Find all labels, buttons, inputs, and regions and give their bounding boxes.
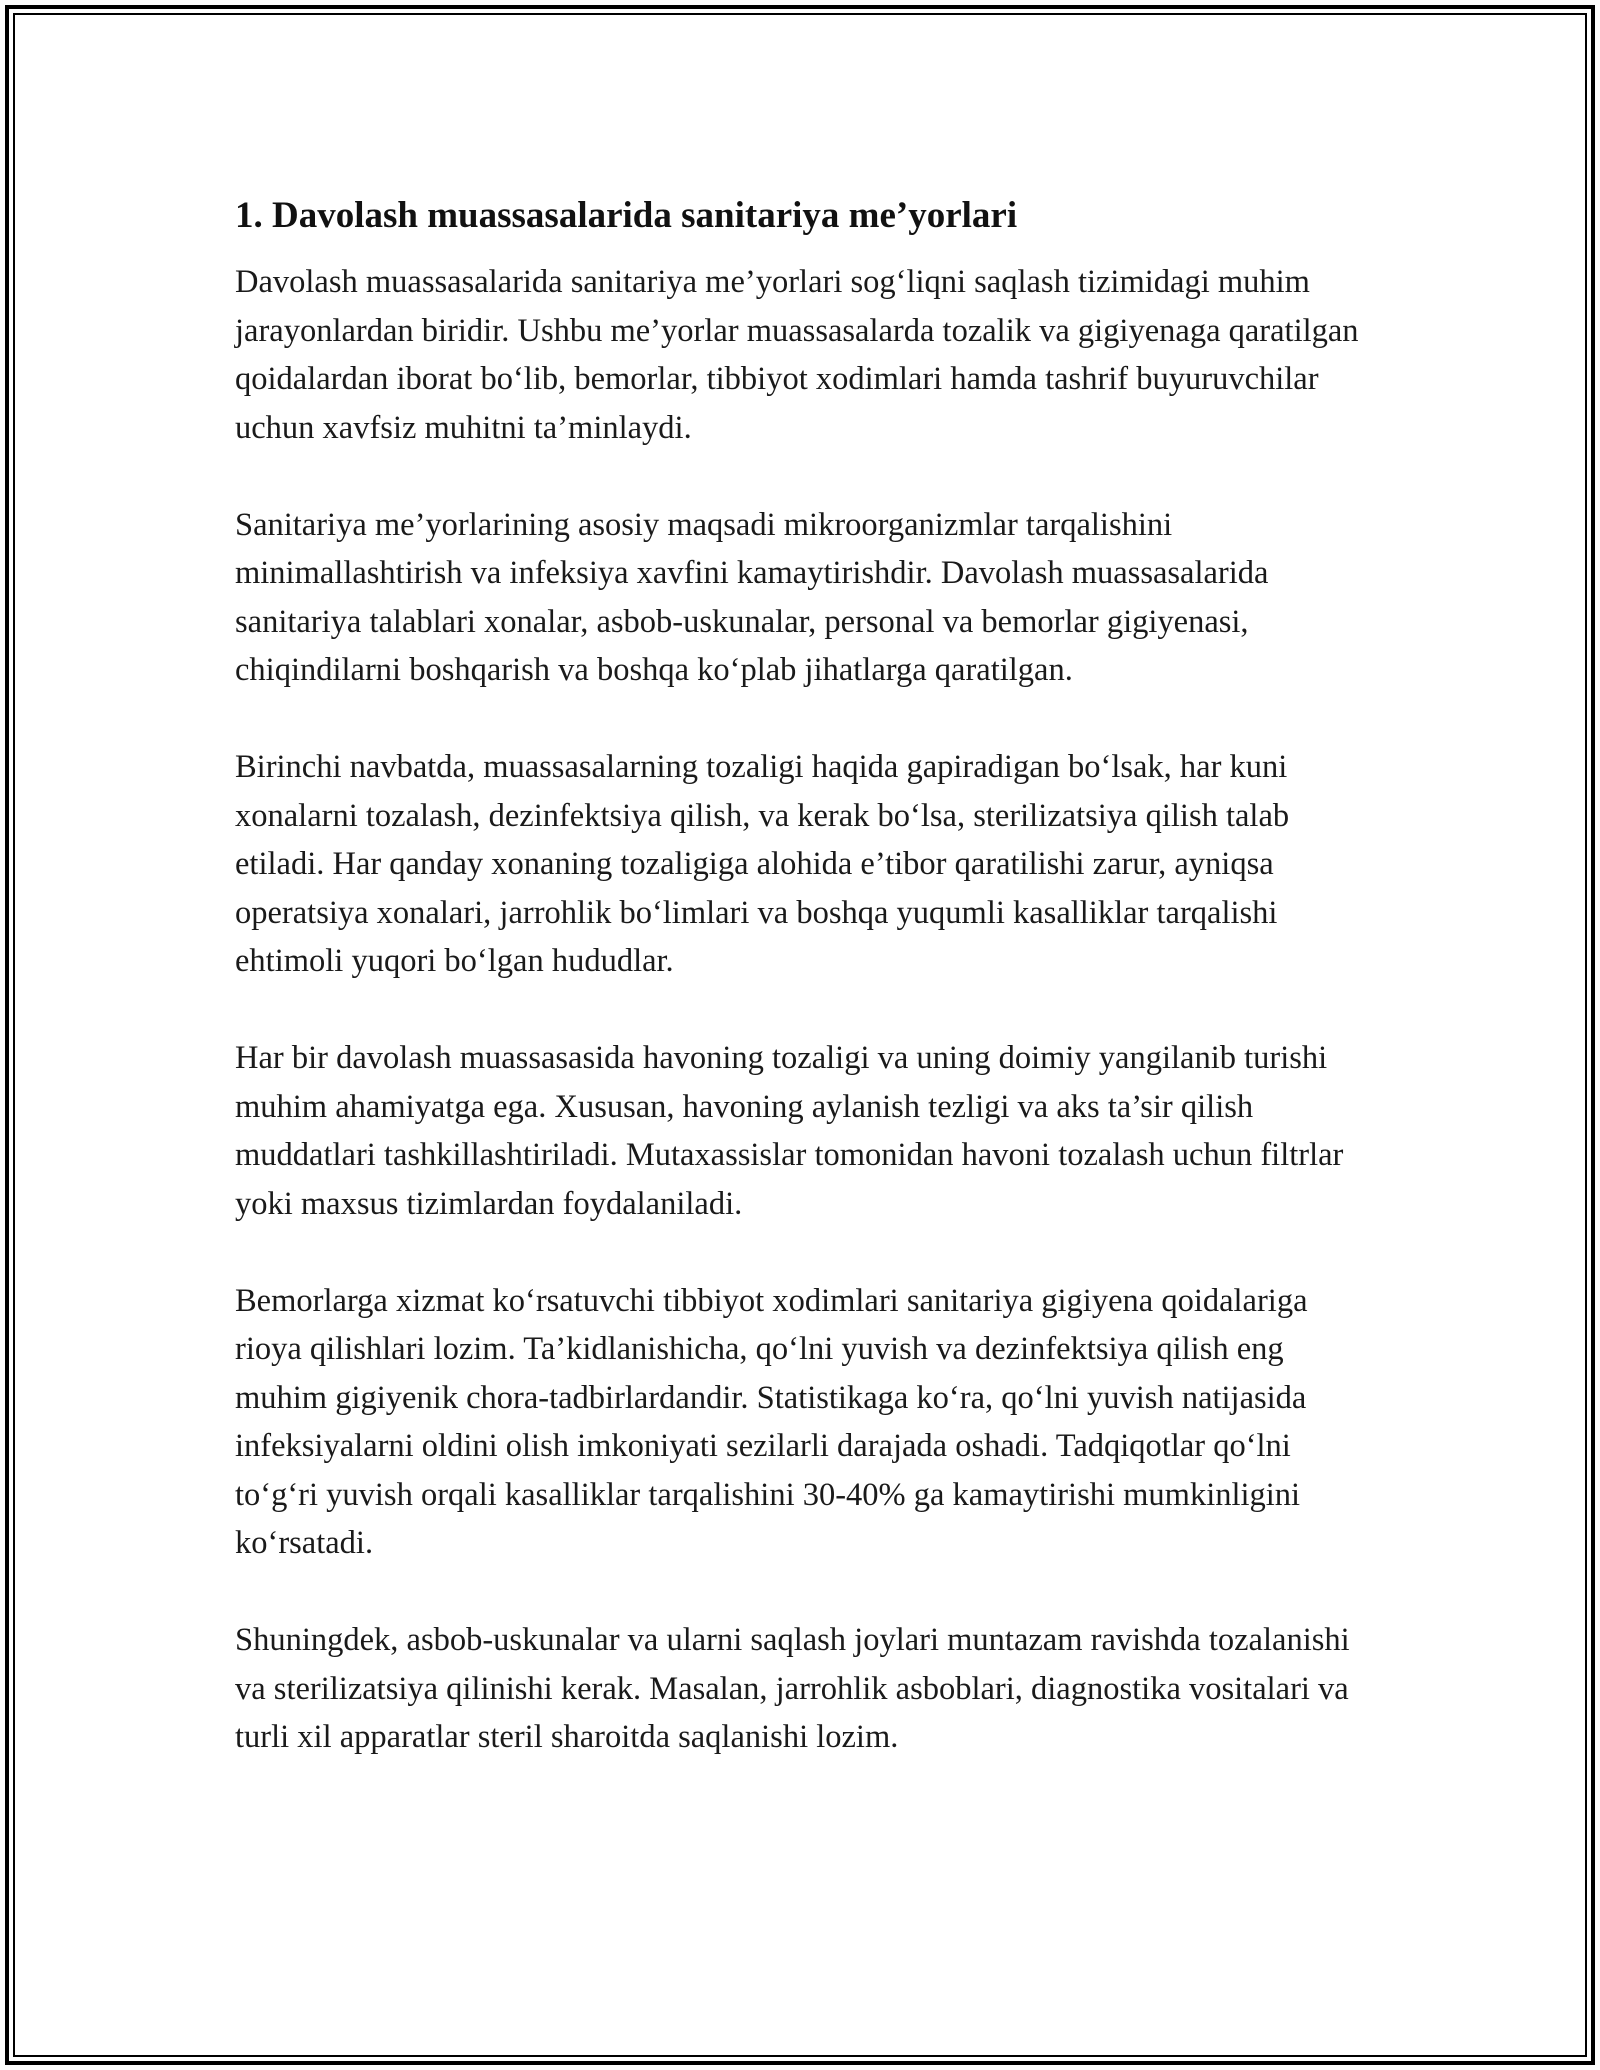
paragraph-intro: Davolash muassasalarida sanitariya me’yorlari sog‘liqni saqlash tizimidagi muhim jarayonlardan biridir. Ushbu me’yorlar muassasalarda tozalik va gigiyenaga qaratilgan qoidalardan iborat bo‘lib, bemorlar, tibbiyot xodimlari hamda tashrif buyuruvchilar uchun xavfsiz muhitni ta’minlaydi.: [235, 264, 1359, 446]
paragraph-purpose: Sanitariya me’yorlarining asosiy maqsadi mikroorganizmlar tarqalishini minimallashtirish va infeksiya xavfini kamaytirishdir. Davolash muassasalarida sanitariya talablari xonalar, asbob-uskunalar, personal va bemorlar gigiyenasi, chiqindilarni boshqarish va boshqa ko‘plab jihatlarga qaratilgan.: [235, 506, 1269, 688]
paragraph-air-quality: Har bir davolash muassasasida havoning tozaligi va uning doimiy yangilanib turishi muhim ahamiyatga ega. Xususan, havoning aylanish tezligi va aks ta’sir qilish muddatlari tashkillashtiriladi. Mutaxassislar tomonidan havoni tozalash uchun filtrlar yoki maxsus tizimlardan foydalaniladi.: [235, 1040, 1344, 1222]
paragraph-hand-hygiene: Bemorlarga xizmat ko‘rsatuvchi tibbiyot xodimlari sanitariya gigiyena qoidalariga rioya qilishlari lozim. Ta’kidlanishicha, qo‘lni yuvish va dezinfektsiya qilish eng muhim gigiyenik chora-tadbirlardandir. Statistikaga ko‘ra, qo‘lni yuvish natijasida infeksiyalarni oldini olish imkoniyati sezilarli darajada oshadi. Tadqiqotlar qo‘lni to‘g‘ri yuvish orqali kasalliklar tarqalishini 30-40% ga kamaytirishi mumkinligini ko‘rsatadi.: [235, 1282, 1308, 1561]
document-body: [235, 184, 1375, 1810]
section-heading: 1. Davolash muassasalarida sanitariya me’yorlari: [235, 195, 1018, 236]
paragraph-cleanliness: Birinchi navbatda, muassasalarning tozaligi haqida gapiradigan bo‘lsak, har kuni xonalarni tozalash, dezinfektsiya qilish, va kerak bo‘lsa, sterilizatsiya qilish talab etiladi. Har qanday xonaning tozaligiga alohida e’tibor qaratilishi zarur, ayniqsa operatsiya xonalari, jarrohlik bo‘limlari va boshqa yuqumli kasalliklar tarqalishi ehtimoli yuqori bo‘lgan hududlar.: [235, 749, 1290, 979]
paragraph-equipment: Shuningdek, asbob-uskunalar va ularni saqlash joylari muntazam ravishda tozalanishi va sterilizatsiya qilinishi kerak. Masalan, jarrohlik asboblari, diagnostika vositalari va turli xil apparatlar steril sharoitda saqlanishi lozim.: [235, 1622, 1350, 1755]
